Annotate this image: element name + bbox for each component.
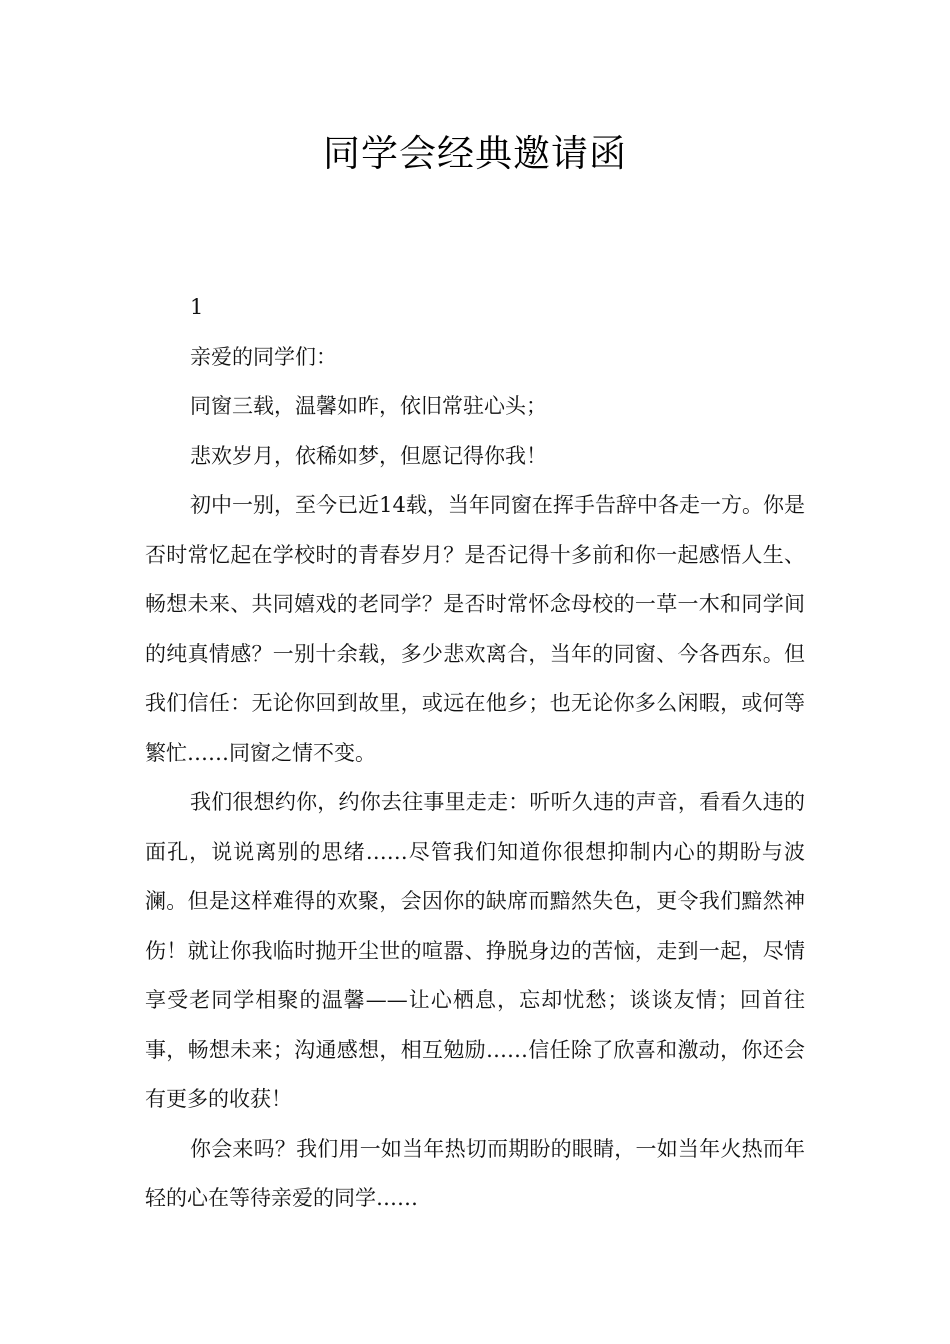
greeting-line: 亲爱的同学们： [190, 344, 337, 369]
body-paragraph: 初中一别，至今已近14载，当年同窗在挥手告辞中各走一方。你是否时常忆起在学校时的青春岁月？是否记得十多前和你一起感悟人生、畅想未来、共同嬉戏的老同学？是否时常怀念母校的一草一木和同学间的纯真情感？一别十余载，多少悲欢离合，当年的同窗、今各西东。但我们信任：无论你回到故里，或远在他乡；也无论你多么闲暇，或何等繁忙……同窗之情不变。 [145, 493, 805, 765]
body-paragraph: 我们很想约你，约你去往事里走走：听听久违的声音，看看久违的面孔，说说离别的思绪……尽管我们知道你很想抑制内心的期盼与波澜。但是这样难得的欢聚，会因你的缺席而黯然失色，更令我们黯然神伤！就让你我临时抛开尘世的喧嚣、挣脱身边的苦恼，走到一起，尽情享受老同学相聚的温馨——让心栖息，忘却忧愁；谈谈友情；回首往事，畅想未来；沟通感想，相互勉励……信任除了欣喜和激动，你还会有更多的收获！ [145, 790, 805, 1111]
document-title: 同学会经典邀请函 [323, 132, 627, 175]
verse-line: 同窗三载，温馨如昨，依旧常驻心头； [190, 394, 547, 418]
body-paragraph: 你会来吗？我们用一如当年热切而期盼的眼睛，一如当年火热而年轻的心在等待亲爱的同学…… [145, 1136, 805, 1210]
verse-line: 悲欢岁月，依稀如梦，但愿记得你我！ [190, 443, 547, 468]
section-number: 1 [190, 295, 204, 319]
document-body [145, 283, 805, 1224]
